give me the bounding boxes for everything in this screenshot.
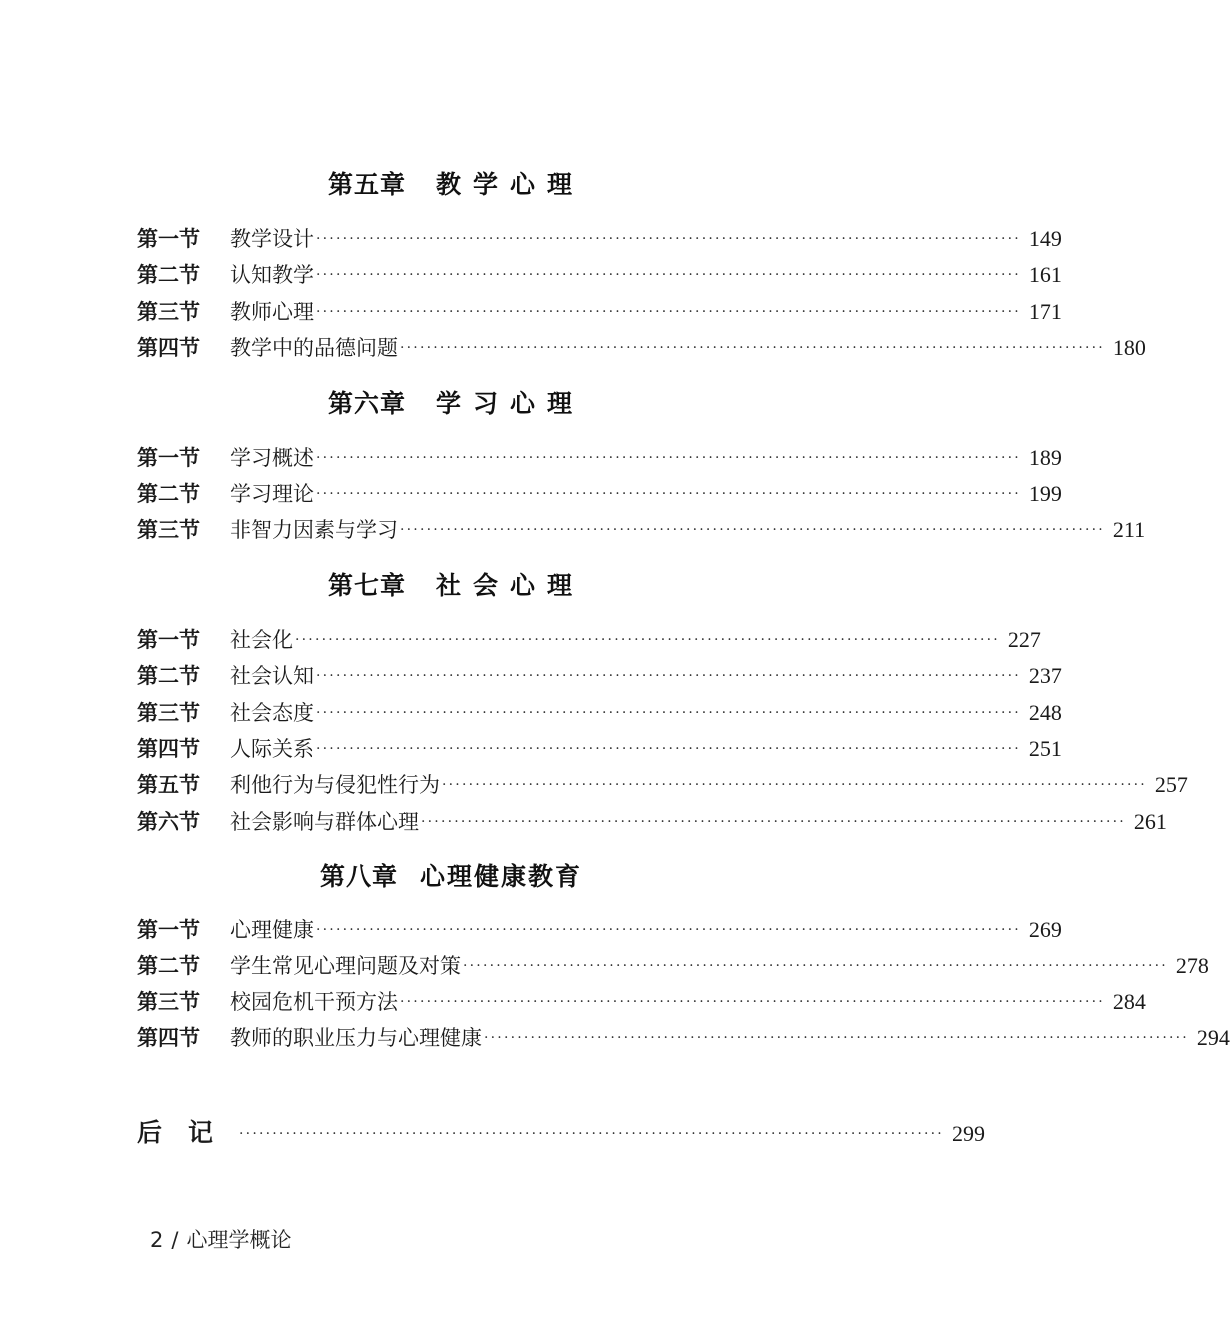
toc-entry: [137, 515, 1146, 545]
section-label: 第三节: [137, 517, 200, 542]
section-label: 第二节: [137, 953, 200, 978]
page-number: 294: [1196, 1025, 1230, 1050]
leader-dots: ··········································································································: [239, 1126, 944, 1142]
section-title: 学习理论: [230, 482, 314, 506]
toc-entry: [137, 734, 1062, 764]
section-title: 教学设计: [230, 227, 314, 251]
section-label: 第六节: [137, 809, 200, 834]
section-title: 心理健康: [230, 918, 314, 942]
chapter-heading: [0, 389, 900, 419]
afterword-label: 后记: [137, 1118, 240, 1147]
section-label: 第四节: [137, 335, 200, 360]
section-title: 学生常见心理问题及对策: [230, 954, 461, 978]
chapter-name: 学习心理: [436, 389, 585, 418]
section-label: 第一节: [137, 917, 200, 942]
afterword-entry: [137, 1113, 985, 1147]
page-number: 257: [1154, 772, 1188, 797]
page-number: 199: [1028, 481, 1062, 506]
toc-entry: [137, 915, 1062, 945]
chapter-name: 心理健康教育: [420, 862, 583, 891]
toc-entry: [137, 987, 1146, 1017]
page-number: 299: [951, 1121, 985, 1146]
chapter-number: 第五章: [327, 170, 406, 199]
leader-dots: ··········································································································: [316, 231, 1021, 247]
section-label: 第二节: [137, 481, 200, 506]
leader-dots: ··········································································································: [316, 486, 1021, 502]
page-number: 278: [1175, 953, 1209, 978]
chapter-name: 教学心理: [436, 170, 585, 199]
section-label: 第一节: [137, 445, 200, 470]
section-title: 教师心理: [230, 300, 314, 324]
page-number: 261: [1133, 809, 1167, 834]
section-label: 第三节: [137, 700, 200, 725]
section-label: 第四节: [137, 1025, 200, 1050]
toc-entry: [137, 807, 1167, 837]
leader-dots: ··········································································································: [316, 304, 1021, 320]
section-title: 社会化: [230, 628, 293, 652]
leader-dots: ··········································································································: [316, 705, 1021, 721]
toc-entry: [137, 224, 1062, 254]
page-number: 251: [1028, 736, 1062, 761]
toc-entry: [137, 661, 1062, 691]
page-number: 227: [1007, 627, 1041, 652]
page-number: 171: [1028, 299, 1062, 324]
leader-dots: ··········································································································: [484, 1030, 1189, 1046]
section-title: 认知教学: [230, 263, 314, 287]
page-number: 189: [1028, 445, 1062, 470]
section-title: 社会影响与群体心理: [230, 810, 419, 834]
toc-entry: [137, 951, 1209, 981]
toc-entry: [137, 479, 1062, 509]
section-title: 社会态度: [230, 701, 314, 725]
section-title: 教学中的品德问题: [230, 336, 398, 360]
page-number: 161: [1028, 262, 1062, 287]
leader-dots: ··········································································································: [463, 958, 1168, 974]
section-label: 第三节: [137, 989, 200, 1014]
chapter-heading: [0, 862, 900, 892]
section-title: 非智力因素与学习: [230, 518, 398, 542]
section-title: 人际关系: [230, 737, 314, 761]
page-number: 211: [1112, 517, 1146, 542]
leader-dots: ··········································································································: [295, 632, 1000, 648]
section-label: 第四节: [137, 736, 200, 761]
chapter-heading: [0, 170, 900, 200]
section-label: 第二节: [137, 663, 200, 688]
chapter-number: 第八章: [319, 862, 398, 891]
footer-separator: /: [171, 1228, 179, 1252]
page-number: 149: [1028, 226, 1062, 251]
toc-entry: [137, 443, 1062, 473]
leader-dots: ··········································································································: [316, 668, 1021, 684]
section-label: 第三节: [137, 299, 200, 324]
section-label: 第五节: [137, 772, 200, 797]
page-number: 248: [1028, 700, 1062, 725]
section-title: 社会认知: [230, 664, 314, 688]
toc-entry: [137, 1023, 1230, 1053]
section-title: 利他行为与侵犯性行为: [230, 773, 440, 797]
chapter-name: 社会心理: [436, 571, 585, 600]
toc-entry: [137, 698, 1062, 728]
page-number: 269: [1028, 917, 1062, 942]
section-title: 校园危机干预方法: [230, 990, 398, 1014]
section-label: 第一节: [137, 627, 200, 652]
page-footer: [150, 1224, 291, 1254]
leader-dots: ··········································································································: [316, 450, 1021, 466]
toc-entry: [137, 333, 1146, 363]
page-number: 180: [1112, 335, 1146, 360]
leader-dots: ··········································································································: [400, 994, 1105, 1010]
leader-dots: ··········································································································: [442, 777, 1147, 793]
chapter-number: 第七章: [327, 571, 406, 600]
section-title: 教师的职业压力与心理健康: [230, 1026, 482, 1050]
leader-dots: ··········································································································: [400, 522, 1105, 538]
footer-book-title: 心理学概论: [186, 1228, 292, 1252]
leader-dots: ··········································································································: [316, 741, 1021, 757]
footer-page-number: 2: [150, 1228, 164, 1252]
chapter-number: 第六章: [327, 389, 406, 418]
page-number: 284: [1112, 989, 1146, 1014]
chapter-heading: [0, 571, 900, 601]
leader-dots: ··········································································································: [421, 814, 1126, 830]
leader-dots: ··········································································································: [316, 922, 1021, 938]
toc-entry: [137, 625, 1041, 655]
toc-entry: [137, 297, 1062, 327]
leader-dots: ··········································································································: [400, 340, 1105, 356]
page-number: 237: [1028, 663, 1062, 688]
toc-entry: [137, 770, 1188, 800]
toc-entry: [137, 260, 1062, 290]
section-label: 第一节: [137, 226, 200, 251]
section-title: 学习概述: [230, 446, 314, 470]
leader-dots: ··········································································································: [316, 267, 1021, 283]
section-label: 第二节: [137, 262, 200, 287]
